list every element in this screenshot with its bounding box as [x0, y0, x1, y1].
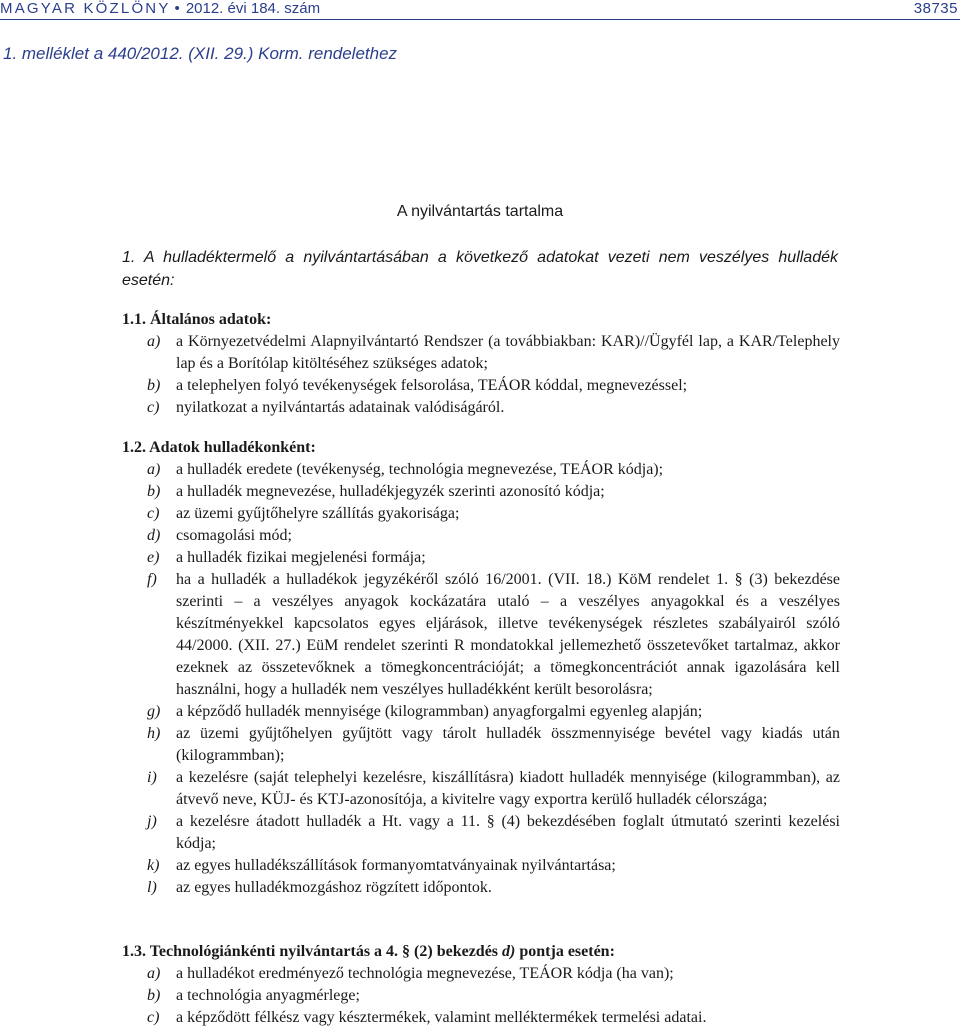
section-1-1-list: [147, 331, 840, 419]
item-letter: g): [147, 703, 161, 720]
item-letter: d): [147, 527, 161, 544]
item-text: a hulladék eredete (tevékenység, technológia megnevezése, TEÁOR kódja);: [176, 461, 664, 478]
list-item: [147, 855, 840, 877]
annex-title: 1. melléklet a 440/2012. (XII. 29.) Korm. rendelethez: [3, 44, 398, 63]
item-text: a Környezetvédelmi Alapnyilvántartó Rendszer (a továbbiakban: KAR)//Ügyfél lap, a KAR/Telephely lap és a Borítólap kitöltéséhez szükséges adatok;: [176, 333, 840, 372]
item-text: nyilatkozat a nyilvántartás adatainak valódiságáról.: [176, 399, 505, 416]
page-header: [0, 0, 960, 20]
item-letter: b): [147, 483, 161, 500]
item-text: a hulladék fizikai megjelenési formája;: [176, 549, 426, 566]
item-letter: c): [147, 1009, 160, 1026]
issue-number: 2012. évi 184. szám: [185, 0, 321, 17]
list-item: [147, 375, 840, 397]
item-letter: j): [147, 813, 157, 830]
list-item: [147, 701, 840, 723]
item-letter: f): [147, 571, 157, 588]
item-letter: k): [147, 857, 160, 874]
item-letter: b): [147, 377, 161, 394]
document-title: A nyilvántartás tartalma: [396, 203, 564, 220]
list-item: [147, 963, 840, 985]
journal-name: MAGYAR KÖZLÖNY: [0, 0, 171, 17]
list-item: [147, 767, 840, 811]
list-item: [147, 877, 840, 899]
item-text: az egyes hulladékszállítások formanyomtatványainak nyilvántartása;: [176, 857, 616, 874]
item-text: a képződő hulladék mennyisége (kilogrammban) anyagforgalmi egyenleg alapján;: [176, 703, 703, 720]
item-letter: l): [147, 879, 157, 896]
item-text: a telephelyen folyó tevékenységek felsorolása, TEÁOR kóddal, megnevezéssel;: [176, 377, 688, 394]
item-letter: b): [147, 987, 161, 1004]
header-rule: [0, 19, 960, 20]
item-text: az egyes hulladékmozgáshoz rögzített időpontok.: [176, 879, 492, 896]
item-text: ha a hulladék a hulladékok jegyzékéről szóló 16/2001. (VII. 18.) KöM rendelet 1. § (3) bekezdése szerinti – a veszélyes anyagok kockázatára utaló – a veszélyes anyagokkal és a veszélyes készítményekkel kapcsolatos egyes eljárások, illetve tevékenységek részletes szabályairól szóló 44/2000. (XII. 27.) EüM rendelet szerinti R mondatokkal jellemezhető összetevőket tartalmaz, akkor ezeknek az összetevőknek a tömegkoncentrációját; a tömegkoncentrációt annak igazolására kell használni, hogy a hulladék nem veszélyes hulladékként került besorolásra;: [176, 571, 840, 698]
section-1-2-list: [147, 459, 840, 899]
journal-header: [0, 0, 320, 17]
item-text: a technológia anyagmérlege;: [176, 987, 360, 1004]
header-bullet: •: [174, 0, 180, 17]
list-item: [147, 1007, 840, 1029]
list-item: [147, 525, 840, 547]
item-letter: a): [147, 965, 161, 982]
list-item: [147, 331, 840, 375]
item-text: az üzemi gyűjtőhelyen gyűjtött vagy tárolt hulladék összmennyisége bevétel vagy kiadás után (kilogrammban);: [176, 725, 840, 764]
item-text: csomagolási mód;: [176, 527, 292, 544]
list-item: [147, 547, 840, 569]
list-item: [147, 569, 840, 701]
heading-point-letter: d): [502, 943, 516, 960]
section-1-heading: 1. A hulladéktermelő a nyilvántartásában a következő adatokat vezeti nem veszélyes hulladék esetén:: [122, 249, 838, 289]
list-item: [147, 503, 840, 525]
heading-text: 1.3. Technológiánkénti nyilvántartás a 4. § (2) bekezdés: [122, 943, 503, 960]
section-1-2-heading: 1.2. Adatok hulladékonként:: [122, 439, 316, 456]
item-text: a kezelésre átadott hulladék a Ht. vagy a 11. § (4) bekezdésében foglalt útmutató szerinti kezelési kódja;: [176, 813, 840, 852]
item-letter: a): [147, 461, 161, 478]
item-text: a hulladék megnevezése, hulladékjegyzék szerinti azonosító kódja;: [176, 483, 605, 500]
item-text: az üzemi gyűjtőhelyre szállítás gyakorisága;: [176, 505, 460, 522]
item-text: a képződött félkész vagy késztermékek, valamint melléktermékek termelési adatai.: [176, 1009, 707, 1026]
list-item: [147, 397, 840, 419]
heading-text-end: pontja esetén:: [515, 943, 615, 960]
item-text: a hulladékot eredményező technológia megnevezése, TEÁOR kódja (ha van);: [176, 965, 674, 982]
item-letter: a): [147, 333, 161, 350]
list-item: [147, 985, 840, 1007]
item-letter: c): [147, 399, 160, 416]
item-letter: c): [147, 505, 160, 522]
item-text: a kezelésre (saját telephelyi kezelésre, kiszállításra) kiadott hulladék mennyisége (kilogrammban), az átvevő neve, KÜJ- és KTJ-azonosítója, a kivitelre vagy exportra kerülő hulladék célországa;: [176, 769, 840, 808]
page-number: 38735: [913, 0, 958, 17]
section-1-1-heading: 1.1. Általános adatok:: [122, 311, 272, 328]
list-item: [147, 811, 840, 855]
list-item: [147, 481, 840, 503]
item-letter: i): [147, 769, 157, 786]
list-item: [147, 723, 840, 767]
section-1-3-list: [147, 963, 840, 1029]
list-item: [147, 459, 840, 481]
section-1-3-heading: [122, 941, 615, 963]
item-letter: e): [147, 549, 160, 566]
item-letter: h): [147, 725, 161, 742]
